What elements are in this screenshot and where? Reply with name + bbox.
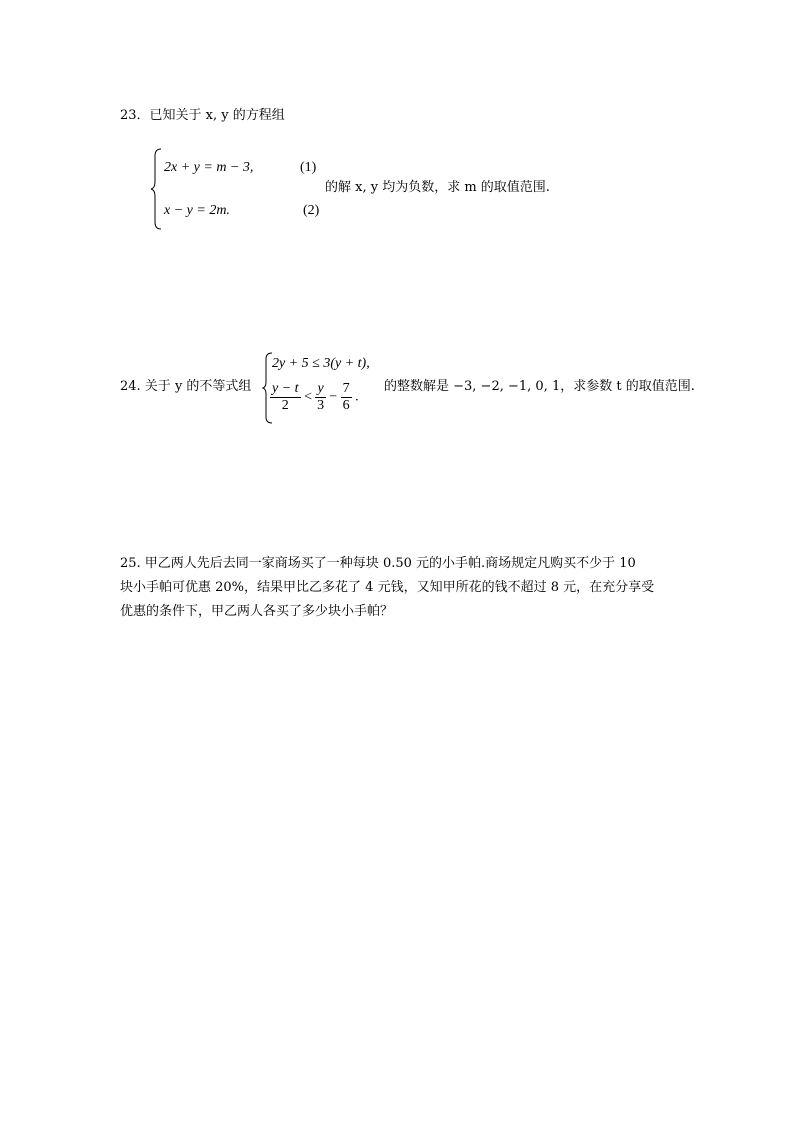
q24-prefix: 24. 关于 y 的不等式组	[120, 379, 252, 394]
q23-equation-2: x − y = 2m.	[164, 203, 230, 218]
q24-fraction-2: $\frac{y}{3}$	[317, 381, 325, 413]
q23-equation-1: 2x + y = m − 3,	[164, 160, 254, 175]
q25-line-3: 优惠的条件下，甲乙两人各买了多少块小手帕？	[120, 604, 394, 619]
q24-inequality-2	[270, 381, 359, 414]
q23-left-brace	[150, 148, 164, 230]
q24-fraction-3: $\frac{7}{6}$	[342, 381, 350, 413]
q24-suffix: 的整数解是 −3, −2, −1, 0, 1，求参数 t 的取值范围.	[384, 379, 695, 394]
q23-equation-1-tag: (1)	[300, 160, 317, 175]
q24-fraction-1: $\frac{y - t}{2}$	[272, 381, 299, 413]
q23-condition: 的解 x, y 均为负数，求 m 的取值范围.	[325, 180, 550, 195]
q24-period: .	[355, 389, 359, 405]
q25-line-2: 块小手帕可优惠 20%，结果甲比乙多花了 4 元钱，又知甲所花的钱不超过 8 元，在充分享受	[120, 580, 655, 595]
q23-equation-2-tag: (2)	[303, 203, 320, 218]
q25-line-1: 25. 甲乙两人先后去同一家商场买了一种每块 0.50 元的小手帕.商场规定凡购买不少于 10	[120, 556, 636, 571]
q24-minus: −	[329, 389, 338, 405]
q23-title: 23．已知关于 x, y 的方程组	[120, 108, 285, 123]
q24-inequality-1: 2y + 5 ≤ 3(y + t),	[272, 356, 370, 371]
q24-less-than: <	[304, 389, 312, 405]
